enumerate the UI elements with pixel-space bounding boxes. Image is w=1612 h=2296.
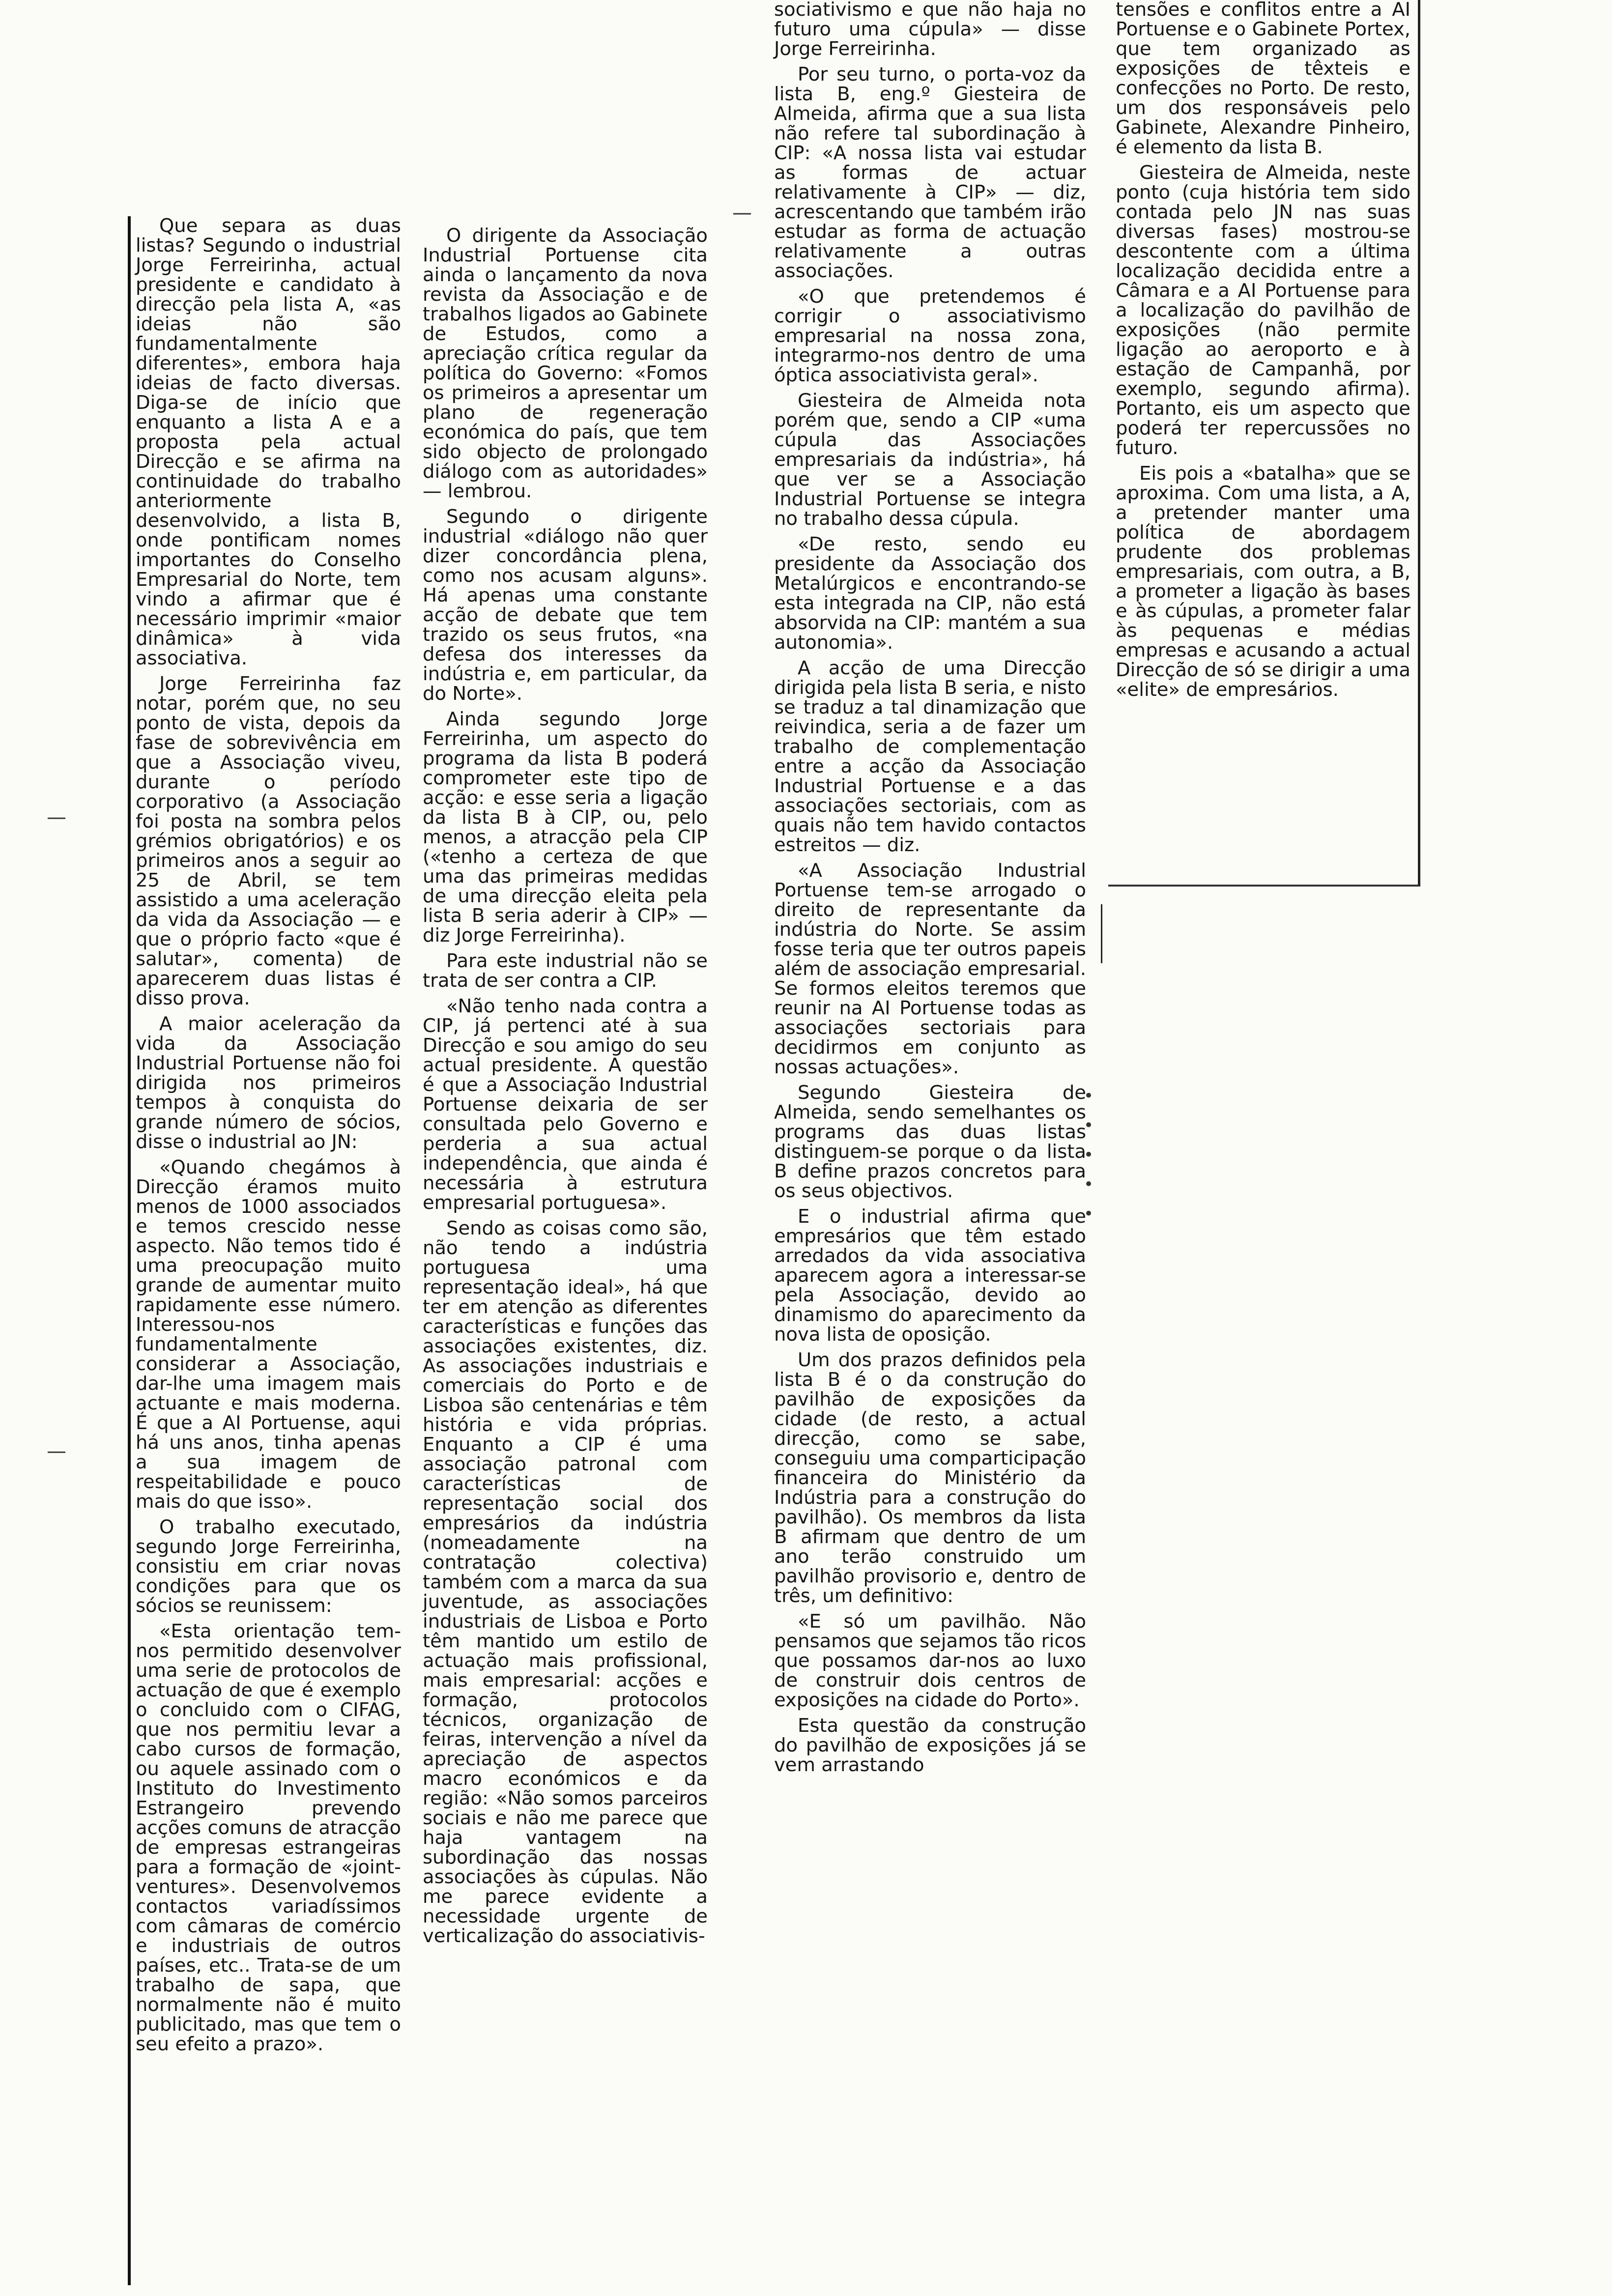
paragraph: O trabalho executado, segundo Jorge Ferreirinha, consistiu em criar novas condições para que os sócios se reunissem: [136, 1516, 401, 1617]
article-column-4 [1116, 0, 1410, 706]
paragraph: Jorge Ferreirinha faz notar, porém que, no seu ponto de vista, depois da fase de sobrevivência em que a Associação viveu, durante o período corporativo (a Associação foi posta na sombra pelos grémios obrigatórios) e os primeiros anos a seguir ao 25 de Abril, se tem assistido a uma aceleração da vida da Associação — e que o próprio facto «que é salutar», comenta) de aparecerem duas listas é disso prova. [136, 673, 401, 1009]
paragraph: Segundo Giesteira de Almeida, sendo semelhantes os programs das duas listas distinguem-se porque o da lista B define prazos concretos para os seus objectivos. [774, 1082, 1086, 1202]
column-rule [1101, 904, 1102, 963]
paragraph: Segundo o dirigente industrial «diálogo não quer dizer concordância plena, como nos acusam alguns». Há apenas uma constante acção de debate que tem trazido os seus frutos, «na defesa dos interesses da indústria e, em particular, da do Norte». [423, 506, 708, 705]
article-column-1 [128, 216, 401, 2285]
paragraph: Giesteira de Almeida nota porém que, sendo a CIP «uma cúpula das Associações empresariais da indústria», há que ver se a Associação Industrial Portuense se integra no trabalho dessa cúpula. [774, 390, 1086, 530]
article-column-3 [774, 0, 1086, 1781]
paragraph: Ainda segundo Jorge Ferreirinha, um aspecto do programa da lista B poderá comprometer este tipo de acção: e esse seria a ligação da lista B à CIP, ou, pelo menos, a atracção pela CIP («tenho a certeza de que uma das primeiras medidas de uma direcção eleita pela lista B seria aderir à CIP» — diz Jorge Ferreirinha). [423, 708, 708, 947]
paragraph: «Quando chegámos à Direcção éramos muito menos de 1000 associados e temos crescido nesse aspecto. Não temos tido é uma preocupação muito grande de aumentar muito rapidamente esse número. Interessou-nos fundamentalmente considerar a Associação, dar-lhe uma imagem mais actuante e mais moderna. É que a AI Portuense, aqui há uns anos, tinha apenas a sua imagem de respeitabilidade e pouco mais do que isso». [136, 1156, 401, 1513]
paragraph: A acção de uma Direcção dirigida pela lista B seria, e nisto se traduz a tal dinamização que reivindica, seria a de fazer um trabalho de complementação entre a acção da Associação Industrial Portuense e a das associações sectoriais, com as quais não tem havido contactos estreitos — diz. [774, 657, 1086, 856]
paragraph: «Não tenho nada contra a CIP, já pertenci até à sua Direcção e sou amigo do seu actual presidente. A questão é que a Associação Industrial Portuense deixaria de ser consultada pelo Governo e perderia a sua actual independência, que ainda é necessária à estrutura empresarial portuguesa». [423, 995, 708, 1214]
article-column-2 [423, 226, 708, 1952]
paragraph: Um dos prazos definidos pela lista B é o da construção do pavilhão de exposições da cidade (de resto, a actual direcção, como se sabe, conseguiu uma comparticipação financeira do Ministério da Indústria para a construção do pavilhão). Os membros da lista B afirmam que dentro de um ano terão construido um pavilhão provisorio e, dentro de três, um definitivo: [774, 1349, 1086, 1607]
paragraph: tensões e conflitos entre a AI Portuense e o Gabinete Portex, que tem organizado as exposições de têxteis e confecções no Porto. De resto, um dos responsáveis pelo Gabinete, Alexandre Pinheiro, é elemento da lista B. [1116, 0, 1410, 158]
paragraph: Giesteira de Almeida, neste ponto (cuja história tem sido contada pelo JN nas suas diversas fases) mostrou-se descontente com a última localização decidida entre a Câmara e a AI Portuense para a localização do pavilhão de exposições (não permite ligação ao aeroporto e à estação de Campanhã, por exemplo, segundo afirma). Portanto, eis um aspecto que poderá ter repercussões no futuro. [1116, 162, 1410, 459]
paragraph: «O que pretendemos é corrigir o associativismo empresarial na nossa zona, integrarmo-nos dentro de uma óptica associativista geral». [774, 286, 1086, 386]
margin-mark: — [47, 1440, 66, 1463]
margin-mark: — [47, 806, 66, 829]
paragraph: Para este industrial não se trata de ser contra a CIP. [423, 950, 708, 992]
margin-mark: • • • • • [1084, 1086, 1094, 1224]
paragraph: Esta questão da construção do pavilhão de exposições já se vem arrastando [774, 1715, 1086, 1776]
paragraph: Por seu turno, o porta-voz da lista B, eng.º Giesteira de Almeida, afirma que a sua lista não refere tal subordinação à CIP: «A nossa lista vai estudar as formas de actuar relativamente à CIP» — diz, acrescentando que também irão estudar as forma de actuação relativamente a outras associações. [774, 63, 1086, 282]
paragraph: Eis pois a «batalha» que se aproxima. Com uma lista, a A, a pretender manter uma política de abordagem prudente dos problemas empresariais, com outra, a B, a prometer a ligação às bases e às cúpulas, a prometer falar às pequenas e médias empresas e acusando a actual Direcção de só se dirigir a uma «elite» de empresários. [1116, 462, 1410, 701]
paragraph: O dirigente da Associação Industrial Portuense cita ainda o lançamento da nova revista da Associação e de trabalhos ligados ao Gabinete de Estudos, como a apreciação crítica regular da política do Governo: «Fomos os primeiros a apresentar um plano de regeneração económica do país, que tem sido objecto de prolongado diálogo com as autoridades» — lembrou. [423, 225, 708, 502]
paragraph: Sendo as coisas como são, não tendo a indústria portuguesa uma representação ideal», há que ter em atenção as diferentes características e funções das associações existentes, diz. As associações industriais e comerciais do Porto e de Lisboa são centenárias e têm história e vida próprias. Enquanto a CIP é uma associação patronal com características de representação social dos empresários da indústria (nomeadamente na contratação colectiva) também com a marca da sua juventude, as associações industriais de Lisboa e Porto têm mantido um estilo de actuação mais profissional, mais empresarial: acções e formação, protocolos técnicos, organização de feiras, intervenção a nível da apreciação de aspectos macro económicos e da região: «Não somos parceiros sociais e não me parece que haja vantagem na subordinação das nossas associações às cúpulas. Não me parece evidente a necessidade urgente de verticalização do associativis- [423, 1217, 708, 1947]
paragraph: Que separa as duas listas? Segundo o industrial Jorge Ferreirinha, actual presidente e candidato à direcção pela lista A, «as ideias não são fundamentalmente diferentes», embora haja ideias de facto diversas. Diga-se de início que enquanto a lista A e a proposta pela actual Direcção e se afirma na continuidade do trabalho anteriormente desenvolvido, a lista B, onde pontificam nomes importantes do Conselho Empresarial do Norte, tem vindo a afirmar que é necessário imprimir «maior dinâmica» à vida associativa. [136, 215, 401, 669]
paragraph: E o industrial afirma que empresários que têm estado arredados da vida associativa aparecem agora a interessar-se pela Associação, devido ao dinamismo do aparecimento da nova lista de oposição. [774, 1205, 1086, 1346]
paragraph: «De resto, sendo eu presidente da Associação dos Metalúrgicos e encontrando-se esta integrada na CIP, não está absorvida na CIP: mantém a sua autonomia». [774, 533, 1086, 654]
paragraph: «Esta orientação tem-nos permitido desenvolver uma serie de protocolos de actuação de que é exemplo o concluido com o CIFAG, que nos permitiu levar a cabo cursos de formação, ou aquele assinado com o Instituto do Investimento Estrangeiro prevendo acções comuns de atracção de empresas estrangeiras para a formação de «joint-ventures». Desenvolvemos contactos variadíssimos com câmaras de comércio e industriais de outros países, etc.. Trata-se de um trabalho de sapa, que normalmente não é muito publicitado, mas que tem o seu efeito a prazo». [136, 1620, 401, 2055]
paragraph: sociativismo e que não haja no futuro uma cúpula» — disse Jorge Ferreirinha. [774, 0, 1086, 60]
margin-mark: — [732, 201, 752, 224]
paragraph: «A Associação Industrial Portuense tem-se arrogado o direito de representante da indústria do Norte. Se assim fosse teria que ter outros papeis além de associação empresarial. Se formos eleitos teremos que reunir na AI Portuense todas as associações sectoriais para decidirmos em conjunto as nossas actuações». [774, 860, 1086, 1078]
paragraph: A maior aceleração da vida da Associação Industrial Portuense não foi dirigida nos primeiros tempos à conquista do grande número de sócios, disse o industrial ao JN: [136, 1013, 401, 1153]
paragraph: «E só um pavilhão. Não pensamos que sejamos tão ricos que possamos dar-nos ao luxo de construir dois centros de exposições na cidade do Porto». [774, 1610, 1086, 1711]
